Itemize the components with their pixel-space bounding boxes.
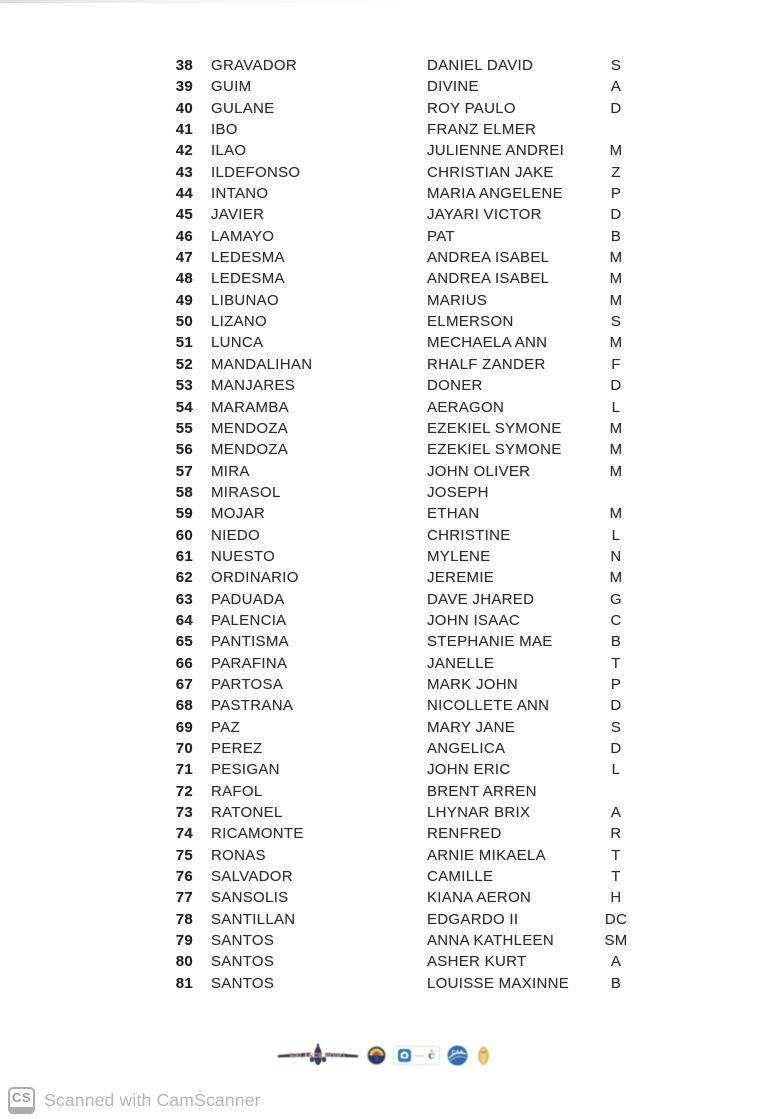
table-row [0, 204, 768, 225]
table-row [0, 76, 768, 97]
table-row [0, 695, 768, 716]
row-number: 67 [175, 675, 193, 693]
first-name-cell: ANDREA ISABEL [427, 270, 550, 288]
table-row [0, 759, 768, 780]
row-number: 65 [175, 633, 193, 651]
table-row [0, 589, 768, 610]
table-row [0, 653, 768, 674]
first-name-cell: EZEKIEL SYMONE [427, 419, 562, 437]
middle-initial-cell: M [609, 505, 623, 523]
table-row [0, 887, 768, 908]
row-number: 38 [175, 57, 193, 74]
surname-cell: MANDALIHAN [211, 355, 313, 373]
first-name-cell: ANNA KATHLEEN [427, 932, 554, 950]
certification-c-mark-icon: ċ [428, 1048, 435, 1062]
row-number: 61 [175, 547, 193, 565]
camscanner-watermark-bar [0, 1082, 768, 1119]
surname-cell: PEREZ [211, 740, 263, 757]
row-number: 47 [175, 249, 193, 267]
middle-initial-cell: P [610, 185, 622, 203]
surname-cell: PAZ [211, 718, 240, 736]
middle-initial-cell: D [610, 206, 622, 224]
middle-initial-cell: S [610, 313, 622, 331]
surname-cell: LEDESMA [211, 249, 285, 267]
table-row [0, 290, 768, 311]
gold-eagle-logo [475, 1045, 492, 1066]
surname-cell: GULANE [211, 99, 275, 117]
table-row [0, 162, 768, 183]
row-number: 53 [175, 377, 193, 395]
first-name-cell: ANGELICA [427, 740, 506, 757]
middle-initial-cell: M [609, 441, 623, 459]
table-row [0, 973, 768, 994]
surname-cell: LUNCA [211, 334, 264, 352]
first-name-cell: EZEKIEL SYMONE [427, 441, 562, 459]
middle-initial-cell: T [611, 654, 621, 672]
first-name-cell: AERAGON [427, 398, 505, 416]
surname-cell: ILAO [211, 142, 247, 160]
surname-cell: NIEDO [211, 526, 261, 544]
table-row [0, 909, 768, 930]
row-number: 62 [175, 569, 193, 587]
row-number: 48 [175, 270, 193, 288]
table-row [0, 823, 768, 844]
first-name-cell: MARK JOHN [427, 675, 519, 693]
surname-cell: MIRASOL [211, 483, 281, 501]
middle-initial-cell: M [609, 334, 623, 352]
row-number: 49 [175, 291, 193, 309]
surname-cell: MENDOZA [211, 419, 289, 437]
middle-initial-cell: L [611, 526, 621, 544]
first-name-cell: ANDREA ISABEL [427, 249, 550, 267]
surname-cell: LEDESMA [211, 270, 285, 288]
table-row [0, 311, 768, 332]
middle-initial-cell: T [611, 846, 621, 864]
row-number: 52 [175, 355, 193, 373]
surname-cell: JAVIER [211, 206, 265, 224]
first-name-cell: JANELLE [427, 654, 495, 672]
surname-cell: SANTOS [211, 953, 275, 971]
first-name-cell: MARIA ANGELENE [427, 185, 563, 203]
surname-cell: GRAVADOR [211, 57, 298, 74]
first-name-cell: RHALF ZANDER [427, 355, 546, 373]
row-number: 76 [175, 868, 193, 886]
surname-cell: LIBUNAO [211, 291, 279, 309]
middle-initial-cell: M [609, 419, 623, 437]
surname-cell: MARAMBA [211, 398, 289, 416]
table-row [0, 268, 768, 289]
middle-initial-cell: C [610, 611, 622, 629]
table-row [0, 55, 768, 76]
surname-cell: SALVADOR [211, 868, 293, 886]
first-name-cell: DAVE JHARED [427, 590, 535, 608]
first-name-cell: MECHAELA ANN [427, 334, 548, 352]
first-name-cell: CHRISTINE [427, 526, 511, 544]
row-number: 71 [175, 761, 193, 779]
middle-initial-cell: M [609, 462, 623, 480]
middle-initial-cell: A [610, 78, 622, 96]
first-name-cell: DANIEL DAVID [427, 57, 534, 74]
row-number: 50 [175, 313, 193, 331]
middle-initial-cell: S [610, 718, 622, 736]
row-number: 74 [175, 825, 193, 843]
surname-cell: INTANO [211, 185, 269, 203]
middle-initial-cell: H [610, 889, 622, 907]
row-number: 64 [175, 611, 193, 629]
surname-cell: RONAS [211, 846, 266, 864]
dash-separator: — [415, 1049, 425, 1060]
first-name-cell: MYLENE [427, 547, 491, 565]
table-row [0, 866, 768, 887]
row-number: 80 [175, 953, 193, 971]
row-number: 68 [175, 697, 193, 715]
camscanner-cs-badge-icon [8, 1087, 35, 1114]
surname-cell: LIZANO [211, 313, 267, 331]
camscanner-watermark-label: Scanned with CamScanner [44, 1090, 261, 1110]
table-row [0, 610, 768, 631]
first-name-cell: EDGARDO II [427, 910, 519, 928]
first-name-cell: JAYARI VICTOR [427, 206, 542, 224]
surname-cell: RATONEL [211, 804, 283, 822]
middle-initial-cell: G [610, 590, 622, 608]
surname-cell: PESIGAN [211, 761, 280, 779]
surname-cell: MENDOZA [211, 441, 289, 459]
table-row [0, 567, 768, 588]
caa-globe-logo [447, 1045, 468, 1066]
table-row [0, 140, 768, 161]
table-row [0, 930, 768, 951]
row-number: 60 [175, 526, 193, 544]
iso-roundel-icon [398, 1049, 411, 1062]
middle-initial-cell: SM [604, 932, 628, 950]
first-name-cell: JEREMIE [427, 569, 495, 587]
caa-text: CAA [451, 1049, 464, 1056]
cs-badge-lip [10, 1107, 33, 1112]
table-row [0, 951, 768, 972]
first-name-cell: JOSEPH [427, 483, 489, 501]
middle-initial-cell: L [611, 761, 621, 779]
table-row [0, 845, 768, 866]
footer-logo-strip [0, 1037, 768, 1073]
surname-cell: PANTISMA [211, 633, 289, 651]
middle-initial-cell: D [610, 377, 622, 395]
first-name-cell: STEPHANIE MAE [427, 633, 553, 651]
first-name-cell: CHRISTIAN JAKE [427, 163, 554, 181]
table-row [0, 332, 768, 353]
middle-initial-cell: P [610, 675, 622, 693]
first-name-cell: DONER [427, 377, 483, 395]
first-name-cell: ROY PAULO [427, 99, 516, 117]
middle-initial-cell: L [611, 398, 621, 416]
row-number: 54 [175, 398, 193, 416]
first-name-cell: LOUISSE MAXINNE [427, 974, 570, 992]
row-number: 41 [175, 121, 193, 139]
middle-initial-cell: M [609, 249, 623, 267]
middle-initial-cell: DC [604, 910, 628, 928]
table-row [0, 418, 768, 439]
table-row [0, 717, 768, 738]
surname-cell: PARTOSA [211, 675, 284, 693]
surname-cell: ILDEFONSO [211, 163, 301, 181]
first-name-cell: PAT [427, 227, 455, 245]
row-number: 39 [175, 78, 193, 96]
table-row [0, 354, 768, 375]
first-name-cell: ARNIE MIKAELA [427, 846, 546, 864]
surname-cell: SANTILLAN [211, 910, 296, 928]
middle-initial-cell: F [611, 355, 621, 373]
row-number: 44 [175, 185, 193, 203]
row-number: 75 [175, 846, 193, 864]
first-name-cell: LHYNAR BRIX [427, 804, 531, 822]
first-name-cell: JOHN OLIVER [427, 462, 531, 480]
row-number: 70 [175, 740, 193, 757]
row-number: 66 [175, 654, 193, 672]
table-row [0, 482, 768, 503]
middle-initial-cell: Z [611, 163, 621, 181]
row-number: 81 [175, 974, 193, 992]
middle-initial-cell: M [609, 270, 623, 288]
first-name-cell: DIVINE [427, 78, 479, 96]
table-row [0, 738, 768, 759]
row-number: 45 [175, 206, 193, 224]
middle-initial-cell: T [611, 868, 621, 886]
table-row [0, 461, 768, 482]
table-row [0, 247, 768, 268]
middle-initial-cell: B [610, 974, 622, 992]
table-row [0, 503, 768, 524]
surname-cell: MOJAR [211, 505, 265, 523]
table-row [0, 375, 768, 396]
middle-initial-cell: D [610, 740, 622, 757]
surname-cell: RAFOL [211, 782, 263, 800]
first-name-cell: MARIUS [427, 291, 488, 309]
row-number: 63 [175, 590, 193, 608]
surname-cell: SANTOS [211, 932, 275, 950]
row-number: 46 [175, 227, 193, 245]
row-number: 78 [175, 910, 193, 928]
first-name-cell: JOHN ISAAC [427, 611, 521, 629]
first-name-cell: CAMILLE [427, 868, 494, 886]
row-number: 69 [175, 718, 193, 736]
row-number: 72 [175, 782, 193, 800]
surname-cell: SANSOLIS [211, 889, 289, 907]
table-row [0, 397, 768, 418]
first-name-cell: FRANZ ELMER [427, 121, 537, 139]
middle-initial-cell: B [610, 227, 622, 245]
surname-cell: MIRA [211, 462, 250, 480]
first-name-cell: KIANA AERON [427, 889, 532, 907]
row-number: 55 [175, 419, 193, 437]
table-row [0, 674, 768, 695]
table-row [0, 781, 768, 802]
first-name-cell: BRENT ARREN [427, 782, 537, 800]
table-row [0, 183, 768, 204]
row-number: 59 [175, 505, 193, 523]
first-name-cell: RENFRED [427, 825, 502, 843]
first-name-cell: JULIENNE ANDREI [427, 142, 565, 160]
middle-initial-cell: B [610, 633, 622, 651]
balance-point-text: BALANCE POINT [289, 1052, 347, 1060]
row-number: 79 [175, 932, 193, 950]
surname-cell: GUIM [211, 78, 252, 96]
middle-initial-cell: D [610, 99, 622, 117]
table-row [0, 119, 768, 140]
surname-cell: SANTOS [211, 974, 275, 992]
first-name-cell: ELMERSON [427, 313, 514, 331]
balance-point-airline-logo [276, 1042, 360, 1068]
middle-initial-cell: M [609, 569, 623, 587]
middle-initial-cell: D [610, 697, 622, 715]
row-number: 73 [175, 804, 193, 822]
first-name-cell: ASHER KURT [427, 953, 527, 971]
surname-cell: PADUADA [211, 590, 285, 608]
row-number: 42 [175, 142, 193, 160]
row-number: 58 [175, 483, 193, 501]
surname-cell: PALENCIA [211, 611, 287, 629]
row-number: 43 [175, 163, 193, 181]
row-number: 40 [175, 99, 193, 117]
certification-marks-logo [393, 1046, 440, 1065]
row-number: 57 [175, 462, 193, 480]
table-row [0, 546, 768, 567]
table-row [0, 631, 768, 652]
table-row [0, 226, 768, 247]
middle-initial-cell: N [610, 547, 622, 565]
table-row [0, 439, 768, 460]
middle-initial-cell: M [609, 142, 623, 160]
first-name-cell: JOHN ERIC [427, 761, 511, 779]
surname-cell: MANJARES [211, 377, 296, 395]
first-name-cell: ETHAN [427, 505, 480, 523]
surname-cell: IBO [211, 121, 238, 139]
row-number: 77 [175, 889, 193, 907]
surname-cell: NUESTO [211, 547, 276, 565]
middle-initial-cell: A [610, 804, 622, 822]
middle-initial-cell: R [610, 825, 622, 843]
surname-cell: LAMAYO [211, 227, 275, 245]
surname-cell: RICAMONTE [211, 825, 304, 843]
cs-badge-text: CS [11, 1090, 32, 1105]
table-row [0, 525, 768, 546]
scan-shadow-artifact [0, 0, 420, 3]
surname-cell: PASTRANA [211, 697, 294, 715]
row-number: 51 [175, 334, 193, 352]
surname-cell: PARAFINA [211, 654, 288, 672]
table-row [0, 98, 768, 119]
first-name-cell: NICOLLETE ANN [427, 697, 550, 715]
name-roster-table [0, 55, 768, 994]
row-number: 56 [175, 441, 193, 459]
middle-initial-cell: M [609, 291, 623, 309]
middle-initial-cell: S [610, 57, 622, 74]
sunburst-seal-logo [367, 1046, 386, 1065]
first-name-cell: MARY JANE [427, 718, 516, 736]
surname-cell: ORDINARIO [211, 569, 299, 587]
middle-initial-cell: A [610, 953, 622, 971]
table-row [0, 802, 768, 823]
